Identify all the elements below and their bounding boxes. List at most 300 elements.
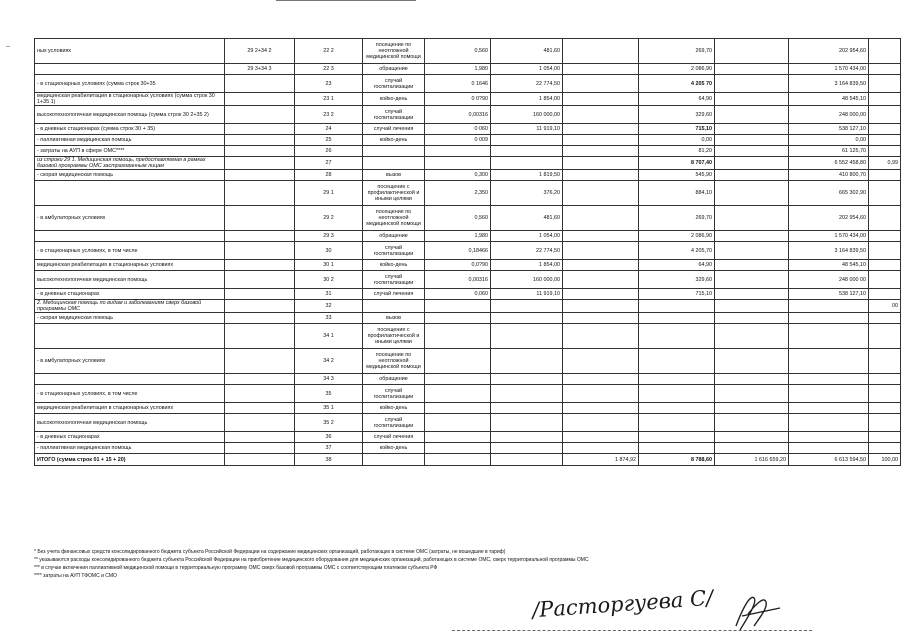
cell-code bbox=[225, 385, 295, 403]
cell-b: 64,90 bbox=[639, 260, 715, 271]
cell-b: 329,60 bbox=[639, 106, 715, 124]
cell-d: 48 545,10 bbox=[789, 93, 869, 106]
cell-a: 1 874,92 bbox=[563, 454, 639, 466]
cell-b bbox=[639, 324, 715, 349]
cell-a bbox=[563, 414, 639, 432]
cell-a bbox=[563, 313, 639, 324]
cell-unit: койко-день bbox=[363, 443, 425, 454]
cell-line: 28 bbox=[295, 170, 363, 181]
cell-norm bbox=[425, 403, 491, 414]
cell-d: 6 613 594,50 bbox=[789, 454, 869, 466]
cell-a bbox=[563, 385, 639, 403]
cell-cost bbox=[491, 349, 563, 374]
cell-b bbox=[639, 385, 715, 403]
cell-a bbox=[563, 64, 639, 75]
cell-unit: койко-день bbox=[363, 93, 425, 106]
cell-a bbox=[563, 170, 639, 181]
cell-norm: 0 009 bbox=[425, 135, 491, 146]
cell-code bbox=[225, 181, 295, 206]
cell-name bbox=[35, 374, 225, 385]
table-row bbox=[35, 157, 901, 170]
cell-name bbox=[35, 231, 225, 242]
cell-name: - в амбулаторных условиях bbox=[35, 349, 225, 374]
table-row bbox=[35, 313, 901, 324]
table-row bbox=[35, 206, 901, 231]
cell-unit: случай госпитализации bbox=[363, 385, 425, 403]
cell-e bbox=[869, 75, 901, 93]
cell-line: 24 bbox=[295, 124, 363, 135]
cell-a bbox=[563, 260, 639, 271]
cell-d bbox=[789, 324, 869, 349]
cell-c bbox=[715, 93, 789, 106]
cell-unit bbox=[363, 146, 425, 157]
cell-e bbox=[869, 414, 901, 432]
cell-cost bbox=[491, 324, 563, 349]
cell-c bbox=[715, 231, 789, 242]
cell-code bbox=[225, 170, 295, 181]
cell-b: 4 205 70 bbox=[639, 75, 715, 93]
cell-code bbox=[225, 106, 295, 124]
cell-norm: 0,560 bbox=[425, 39, 491, 64]
cell-e bbox=[869, 289, 901, 300]
cell-code bbox=[225, 271, 295, 289]
cell-unit: случай лечения bbox=[363, 289, 425, 300]
financing-table bbox=[34, 38, 901, 466]
cell-code bbox=[225, 93, 295, 106]
cell-cost bbox=[491, 432, 563, 443]
table-row bbox=[35, 403, 901, 414]
table-row bbox=[35, 454, 901, 466]
cell-c bbox=[715, 75, 789, 93]
footnote-4: **** затраты на АУП ТФОМС и СМО bbox=[34, 573, 117, 579]
cell-unit: посещение по неотложной медицинской помощи bbox=[363, 39, 425, 64]
cell-b: 545,90 bbox=[639, 170, 715, 181]
cell-norm: 0,300 bbox=[425, 170, 491, 181]
table-row bbox=[35, 106, 901, 124]
cell-code bbox=[225, 242, 295, 260]
cell-c bbox=[715, 157, 789, 170]
cell-c bbox=[715, 324, 789, 349]
cell-code bbox=[225, 157, 295, 170]
cell-code bbox=[225, 260, 295, 271]
cell-name: - скорая медицинская помощь bbox=[35, 170, 225, 181]
cell-c bbox=[715, 385, 789, 403]
cell-norm: 0,0?90 bbox=[425, 260, 491, 271]
table-row bbox=[35, 432, 901, 443]
cell-name: из строки 29 1. Медицинская помощь, предоставляемая в рамках базовой программы ОМС застрахованным лицам bbox=[35, 157, 225, 170]
table-row bbox=[35, 271, 901, 289]
cell-b bbox=[639, 349, 715, 374]
cell-name: ИТОГО (сумма строк 01 + 15 + 20) bbox=[35, 454, 225, 466]
cell-e bbox=[869, 181, 901, 206]
cell-c: 1 616 659,20 bbox=[715, 454, 789, 466]
cell-c bbox=[715, 443, 789, 454]
cell-e bbox=[869, 385, 901, 403]
cell-b: 64,90 bbox=[639, 93, 715, 106]
table-row bbox=[35, 443, 901, 454]
cell-name: - в дневных стационарах bbox=[35, 289, 225, 300]
cell-e bbox=[869, 146, 901, 157]
cell-d: 410 800,70 bbox=[789, 170, 869, 181]
cell-d bbox=[789, 432, 869, 443]
cell-code bbox=[225, 432, 295, 443]
cell-name: медицинская реабилитация в стационарных условиях bbox=[35, 403, 225, 414]
cell-code bbox=[225, 135, 295, 146]
cell-line: 32 bbox=[295, 300, 363, 313]
cell-line: 23 2 bbox=[295, 106, 363, 124]
cell-a bbox=[563, 443, 639, 454]
cell-c bbox=[715, 403, 789, 414]
table-row bbox=[35, 385, 901, 403]
cell-unit: случай лечения bbox=[363, 124, 425, 135]
cell-name: - паллиативная медицинская помощь bbox=[35, 443, 225, 454]
cell-c bbox=[715, 146, 789, 157]
cell-name: высокотехнологичная медицинская помощь bbox=[35, 271, 225, 289]
cell-line: 22 3 bbox=[295, 64, 363, 75]
cell-b: 81,20 bbox=[639, 146, 715, 157]
cell-b: 269,70 bbox=[639, 206, 715, 231]
cell-a bbox=[563, 75, 639, 93]
cell-cost: 11 919,10 bbox=[491, 124, 563, 135]
cell-code bbox=[225, 313, 295, 324]
cell-line: 34 1 bbox=[295, 324, 363, 349]
cell-e bbox=[869, 206, 901, 231]
table-row bbox=[35, 260, 901, 271]
footnotes bbox=[34, 548, 864, 580]
cell-code bbox=[225, 300, 295, 313]
footnote-1: * Без учета финансовых средств консолидированного бюджета субъекта Российской Федерации на содержание медицинских организаций, работающих в системе ОМС (затраты, не вошедшие в тариф) bbox=[34, 549, 506, 555]
cell-a bbox=[563, 106, 639, 124]
cell-cost bbox=[491, 374, 563, 385]
cell-norm: 0,18466 bbox=[425, 242, 491, 260]
cell-unit: койко-день bbox=[363, 260, 425, 271]
cell-cost: 22 774,50 bbox=[491, 75, 563, 93]
cell-name: - паллиативная медицинская помощь bbox=[35, 135, 225, 146]
cell-e bbox=[869, 374, 901, 385]
cell-cost bbox=[491, 300, 563, 313]
table-row bbox=[35, 414, 901, 432]
cell-code bbox=[225, 454, 295, 466]
cell-c bbox=[715, 135, 789, 146]
cell-name: - затраты на АУП в сфере ОМС**** bbox=[35, 146, 225, 157]
cell-unit: посещение по неотложной медицинской помощи bbox=[363, 349, 425, 374]
cell-code bbox=[225, 443, 295, 454]
cell-cost: 1 819,50 bbox=[491, 170, 563, 181]
cell-b: 715,10 bbox=[639, 124, 715, 135]
cell-b: 2 086,90 bbox=[639, 64, 715, 75]
cell-b bbox=[639, 300, 715, 313]
cell-name: высокотехнологичная медицинская помощь bbox=[35, 414, 225, 432]
cell-c bbox=[715, 39, 789, 64]
cell-cost bbox=[491, 313, 563, 324]
cell-line: 31 bbox=[295, 289, 363, 300]
cell-d: 6 552 458,80 bbox=[789, 157, 869, 170]
cell-d: 538 127,10 bbox=[789, 124, 869, 135]
cell-cost bbox=[491, 443, 563, 454]
cell-d: 1 570 434,00 bbox=[789, 64, 869, 75]
cell-cost bbox=[491, 403, 563, 414]
cell-unit: случай госпитализации bbox=[363, 75, 425, 93]
cell-name: - в дневных стационарах bbox=[35, 432, 225, 443]
cell-norm bbox=[425, 443, 491, 454]
cell-norm bbox=[425, 300, 491, 313]
cell-a bbox=[563, 271, 639, 289]
top-edge-line bbox=[276, 0, 416, 1]
cell-a bbox=[563, 39, 639, 64]
cell-e bbox=[869, 260, 901, 271]
cell-e bbox=[869, 231, 901, 242]
cell-c bbox=[715, 289, 789, 300]
cell-norm: 0,060 bbox=[425, 289, 491, 300]
cell-code bbox=[225, 403, 295, 414]
signature-name: /Расторгуева С/ bbox=[531, 585, 714, 623]
cell-line: 23 1 bbox=[295, 93, 363, 106]
cell-unit: случай госпитализации bbox=[363, 414, 425, 432]
cell-e bbox=[869, 135, 901, 146]
cell-d bbox=[789, 385, 869, 403]
cell-c bbox=[715, 106, 789, 124]
cell-b: 884,10 bbox=[639, 181, 715, 206]
cell-b: 269,70 bbox=[639, 39, 715, 64]
cell-name: медицинская реабилитация в стационарных условиях (сумма строк 30 1+35 1) bbox=[35, 93, 225, 106]
cell-cost bbox=[491, 454, 563, 466]
cell-code bbox=[225, 289, 295, 300]
cell-a bbox=[563, 324, 639, 349]
cell-e bbox=[869, 271, 901, 289]
cell-b: 4 205,70 bbox=[639, 242, 715, 260]
cell-b bbox=[639, 443, 715, 454]
cell-a bbox=[563, 135, 639, 146]
cell-name: медицинская реабилитация в стационарных условиях bbox=[35, 260, 225, 271]
cell-d: 202 954,60 bbox=[789, 39, 869, 64]
cell-e bbox=[869, 106, 901, 124]
cell-norm: 0,00316 bbox=[425, 106, 491, 124]
cell-unit: случай лечения bbox=[363, 432, 425, 443]
cell-b bbox=[639, 374, 715, 385]
cell-line: 23 bbox=[295, 75, 363, 93]
cell-code bbox=[225, 349, 295, 374]
cell-a bbox=[563, 181, 639, 206]
cell-unit: посещение с профилактической и иными целями bbox=[363, 181, 425, 206]
cell-e bbox=[869, 242, 901, 260]
cell-e: 0,99 bbox=[869, 157, 901, 170]
cell-name bbox=[35, 181, 225, 206]
cell-cost bbox=[491, 146, 563, 157]
cell-c bbox=[715, 432, 789, 443]
cell-name: - в стационарных условиях, в том числе bbox=[35, 385, 225, 403]
table-row bbox=[35, 64, 901, 75]
cell-e bbox=[869, 64, 901, 75]
cell-line: 26 bbox=[295, 146, 363, 157]
cell-code bbox=[225, 206, 295, 231]
cell-cost: 1 854,00 bbox=[491, 93, 563, 106]
cell-norm bbox=[425, 157, 491, 170]
cell-e bbox=[869, 324, 901, 349]
cell-e bbox=[869, 432, 901, 443]
table-row bbox=[35, 93, 901, 106]
margin-mark: -- bbox=[6, 44, 10, 50]
cell-c bbox=[715, 271, 789, 289]
cell-b: 0,00 bbox=[639, 135, 715, 146]
table-row bbox=[35, 349, 901, 374]
cell-name: - в амбулаторных условиях bbox=[35, 206, 225, 231]
cell-unit: посещение по неотложной медицинской помощи bbox=[363, 206, 425, 231]
cell-code bbox=[225, 324, 295, 349]
cell-line: 29 2 bbox=[295, 206, 363, 231]
cell-d bbox=[789, 300, 869, 313]
cell-d: 202 954,60 bbox=[789, 206, 869, 231]
cell-cost: 160 000,00 bbox=[491, 106, 563, 124]
cell-d: 665 302,90 bbox=[789, 181, 869, 206]
cell-line: 27 bbox=[295, 157, 363, 170]
cell-code bbox=[225, 414, 295, 432]
cell-line: 30 2 bbox=[295, 271, 363, 289]
table-row bbox=[35, 181, 901, 206]
cell-b: 2 086,90 bbox=[639, 231, 715, 242]
cell-name: высокотехнологичная медицинская помощь (сумма строк 30 2+35 2) bbox=[35, 106, 225, 124]
cell-unit: койко-день bbox=[363, 403, 425, 414]
cell-unit: вызов bbox=[363, 170, 425, 181]
cell-e bbox=[869, 124, 901, 135]
cell-line: 29 3 bbox=[295, 231, 363, 242]
cell-e bbox=[869, 403, 901, 414]
cell-norm: 1,980 bbox=[425, 231, 491, 242]
cell-unit: случай госпитализации bbox=[363, 271, 425, 289]
cell-c bbox=[715, 313, 789, 324]
bottom-dash-line bbox=[452, 630, 812, 631]
cell-norm: 1,980 bbox=[425, 64, 491, 75]
cell-unit bbox=[363, 157, 425, 170]
cell-a bbox=[563, 93, 639, 106]
cell-code bbox=[225, 231, 295, 242]
table-row bbox=[35, 242, 901, 260]
cell-norm: 0,560 bbox=[425, 206, 491, 231]
footnote-3: *** в случае включения паллиативной медицинской помощи в территориальную программу ОМС сверх базовой программы ОМС с соответствующим платежом субъекта РФ bbox=[34, 565, 438, 571]
table-row bbox=[35, 289, 901, 300]
cell-unit: случай госпитализации bbox=[363, 106, 425, 124]
cell-d bbox=[789, 374, 869, 385]
cell-unit: обращение bbox=[363, 231, 425, 242]
table-row bbox=[35, 300, 901, 313]
cell-line: 22 2 bbox=[295, 39, 363, 64]
cell-unit: случай госпитализации bbox=[363, 242, 425, 260]
cell-c bbox=[715, 170, 789, 181]
cell-cost bbox=[491, 385, 563, 403]
cell-cost: 376,20 bbox=[491, 181, 563, 206]
cell-line: 25 bbox=[295, 135, 363, 146]
cell-d bbox=[789, 349, 869, 374]
handwritten-signature-icon bbox=[728, 590, 788, 634]
cell-unit bbox=[363, 300, 425, 313]
table-row bbox=[35, 135, 901, 146]
cell-norm bbox=[425, 146, 491, 157]
cell-code bbox=[225, 124, 295, 135]
cell-code: 29 3+34 3 bbox=[225, 64, 295, 75]
cell-b: 8 707,40 bbox=[639, 157, 715, 170]
financing-table-sheet bbox=[34, 38, 898, 466]
cell-b bbox=[639, 403, 715, 414]
cell-b: 329,60 bbox=[639, 271, 715, 289]
cell-c bbox=[715, 206, 789, 231]
footnote-2: ** указываются расходы консолидированного бюджета субъекта Российской Федерации на приобретение медицинского оборудования для медицинских организаций, работающих в системе ОМС, сверх территориальной программы ОМС bbox=[34, 557, 589, 563]
cell-e bbox=[869, 93, 901, 106]
cell-line: 30 bbox=[295, 242, 363, 260]
cell-code bbox=[225, 374, 295, 385]
table-row bbox=[35, 324, 901, 349]
cell-name: 2. Медицинская помощь по видам и заболеваниям сверх базовой программы ОМС bbox=[35, 300, 225, 313]
cell-c bbox=[715, 374, 789, 385]
cell-a bbox=[563, 300, 639, 313]
cell-line: 36 bbox=[295, 432, 363, 443]
cell-norm bbox=[425, 432, 491, 443]
cell-a bbox=[563, 403, 639, 414]
cell-b bbox=[639, 432, 715, 443]
table-row bbox=[35, 170, 901, 181]
cell-norm bbox=[425, 324, 491, 349]
cell-d bbox=[789, 414, 869, 432]
cell-a bbox=[563, 124, 639, 135]
cell-e: 00 bbox=[869, 300, 901, 313]
cell-a bbox=[563, 432, 639, 443]
cell-norm: 0 0?90 bbox=[425, 93, 491, 106]
cell-a bbox=[563, 231, 639, 242]
cell-name: - в стационарных условиях (сумма строк 30+35 bbox=[35, 75, 225, 93]
cell-d: 48 545,10 bbox=[789, 260, 869, 271]
table-row bbox=[35, 374, 901, 385]
cell-code: 29 2+34 2 bbox=[225, 39, 295, 64]
cell-cost: 481,60 bbox=[491, 39, 563, 64]
cell-e: 100,00 bbox=[869, 454, 901, 466]
cell-d: 3 164 839,50 bbox=[789, 242, 869, 260]
cell-cost: 1 054,00 bbox=[491, 231, 563, 242]
cell-unit bbox=[363, 454, 425, 466]
cell-name bbox=[35, 64, 225, 75]
cell-line: 38 bbox=[295, 454, 363, 466]
cell-line: 35 2 bbox=[295, 414, 363, 432]
cell-d: 538 127,10 bbox=[789, 289, 869, 300]
cell-d: 248 000,00 bbox=[789, 106, 869, 124]
cell-norm bbox=[425, 385, 491, 403]
cell-line: 34 3 bbox=[295, 374, 363, 385]
cell-e bbox=[869, 170, 901, 181]
table-row bbox=[35, 39, 901, 64]
cell-line: 35 bbox=[295, 385, 363, 403]
cell-unit: посещение с профилактической и иными целями bbox=[363, 324, 425, 349]
cell-d bbox=[789, 313, 869, 324]
table-row bbox=[35, 124, 901, 135]
cell-c bbox=[715, 124, 789, 135]
cell-norm bbox=[425, 349, 491, 374]
cell-unit: обращение bbox=[363, 64, 425, 75]
cell-cost: 481,60 bbox=[491, 206, 563, 231]
cell-cost bbox=[491, 414, 563, 432]
cell-d bbox=[789, 443, 869, 454]
cell-cost: 1 054,00 bbox=[491, 64, 563, 75]
table-row bbox=[35, 231, 901, 242]
cell-cost: 1 854,00 bbox=[491, 260, 563, 271]
cell-c bbox=[715, 242, 789, 260]
cell-d: 1 570 434,00 bbox=[789, 231, 869, 242]
cell-d: 248 000 00 bbox=[789, 271, 869, 289]
cell-norm: 0 060 bbox=[425, 124, 491, 135]
cell-name: - в стационарных условиях, в том числе bbox=[35, 242, 225, 260]
cell-unit: обращение bbox=[363, 374, 425, 385]
cell-cost: 22 774,50 bbox=[491, 242, 563, 260]
cell-a bbox=[563, 349, 639, 374]
cell-code bbox=[225, 75, 295, 93]
cell-cost bbox=[491, 135, 563, 146]
cell-d: 0,00 bbox=[789, 135, 869, 146]
